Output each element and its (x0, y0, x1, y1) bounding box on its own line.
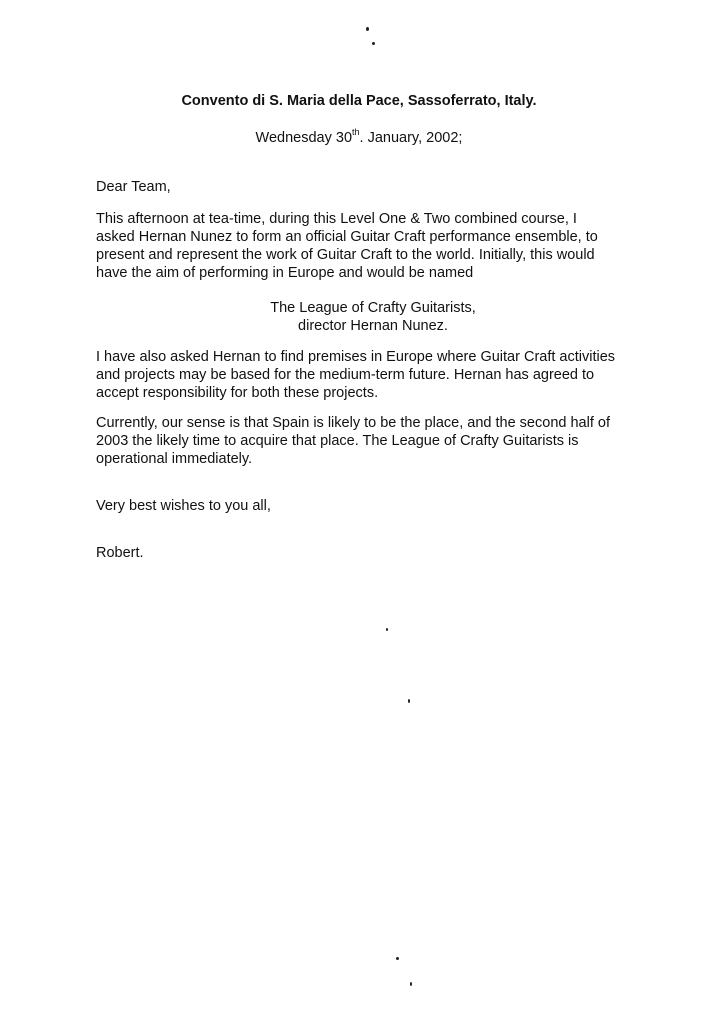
date-suffix: th (352, 127, 360, 138)
paragraph-line: I have also asked Hernan to find premises in Europe where Guitar Craft activities (96, 349, 616, 365)
league-title: The League of Crafty Guitarists, (270, 300, 476, 316)
paragraph-line: 2003 the likely time to acquire that place. The League of Crafty Guitarists is (96, 433, 579, 449)
paragraph-line: have the aim of performing in Europe and would be named (96, 265, 474, 281)
scan-speck (366, 27, 369, 31)
scan-speck (410, 982, 412, 986)
scan-speck (386, 628, 388, 631)
paragraph-line: and projects may be based for the medium-term future. Hernan has agreed to (96, 367, 595, 383)
signature: Robert. (96, 545, 144, 561)
scan-speck (396, 957, 399, 960)
paragraph-line: Currently, our sense is that Spain is likely to be the place, and the second half of (96, 415, 610, 431)
date-prefix: Wednesday 30 (255, 130, 353, 146)
salutation: Dear Team, (96, 179, 171, 195)
paragraph-3 (96, 414, 636, 468)
scan-speck (408, 699, 410, 703)
letter-heading: Convento di S. Maria della Pace, Sassoferrato, Italy. (181, 93, 537, 109)
paragraph-line: This afternoon at tea-time, during this Level One & Two combined course, I (96, 211, 577, 227)
paragraph-line: asked Hernan Nunez to form an official Guitar Craft performance ensemble, to (96, 229, 598, 245)
letter-date (0, 129, 718, 147)
closing-line: Very best wishes to you all, (96, 498, 271, 514)
paragraph-line: accept responsibility for both these projects. (96, 385, 379, 401)
league-director: director Hernan Nunez. (298, 318, 448, 334)
paragraph-line: operational immediately. (96, 451, 253, 467)
paragraph-line: present and represent the work of Guitar Craft to the world. Initially, this would (96, 247, 595, 263)
league-name-block (258, 299, 488, 335)
paragraph-2 (96, 348, 636, 402)
paragraph-1 (96, 210, 636, 282)
scan-speck (372, 42, 375, 45)
date-rest: . January, 2002; (359, 130, 463, 146)
